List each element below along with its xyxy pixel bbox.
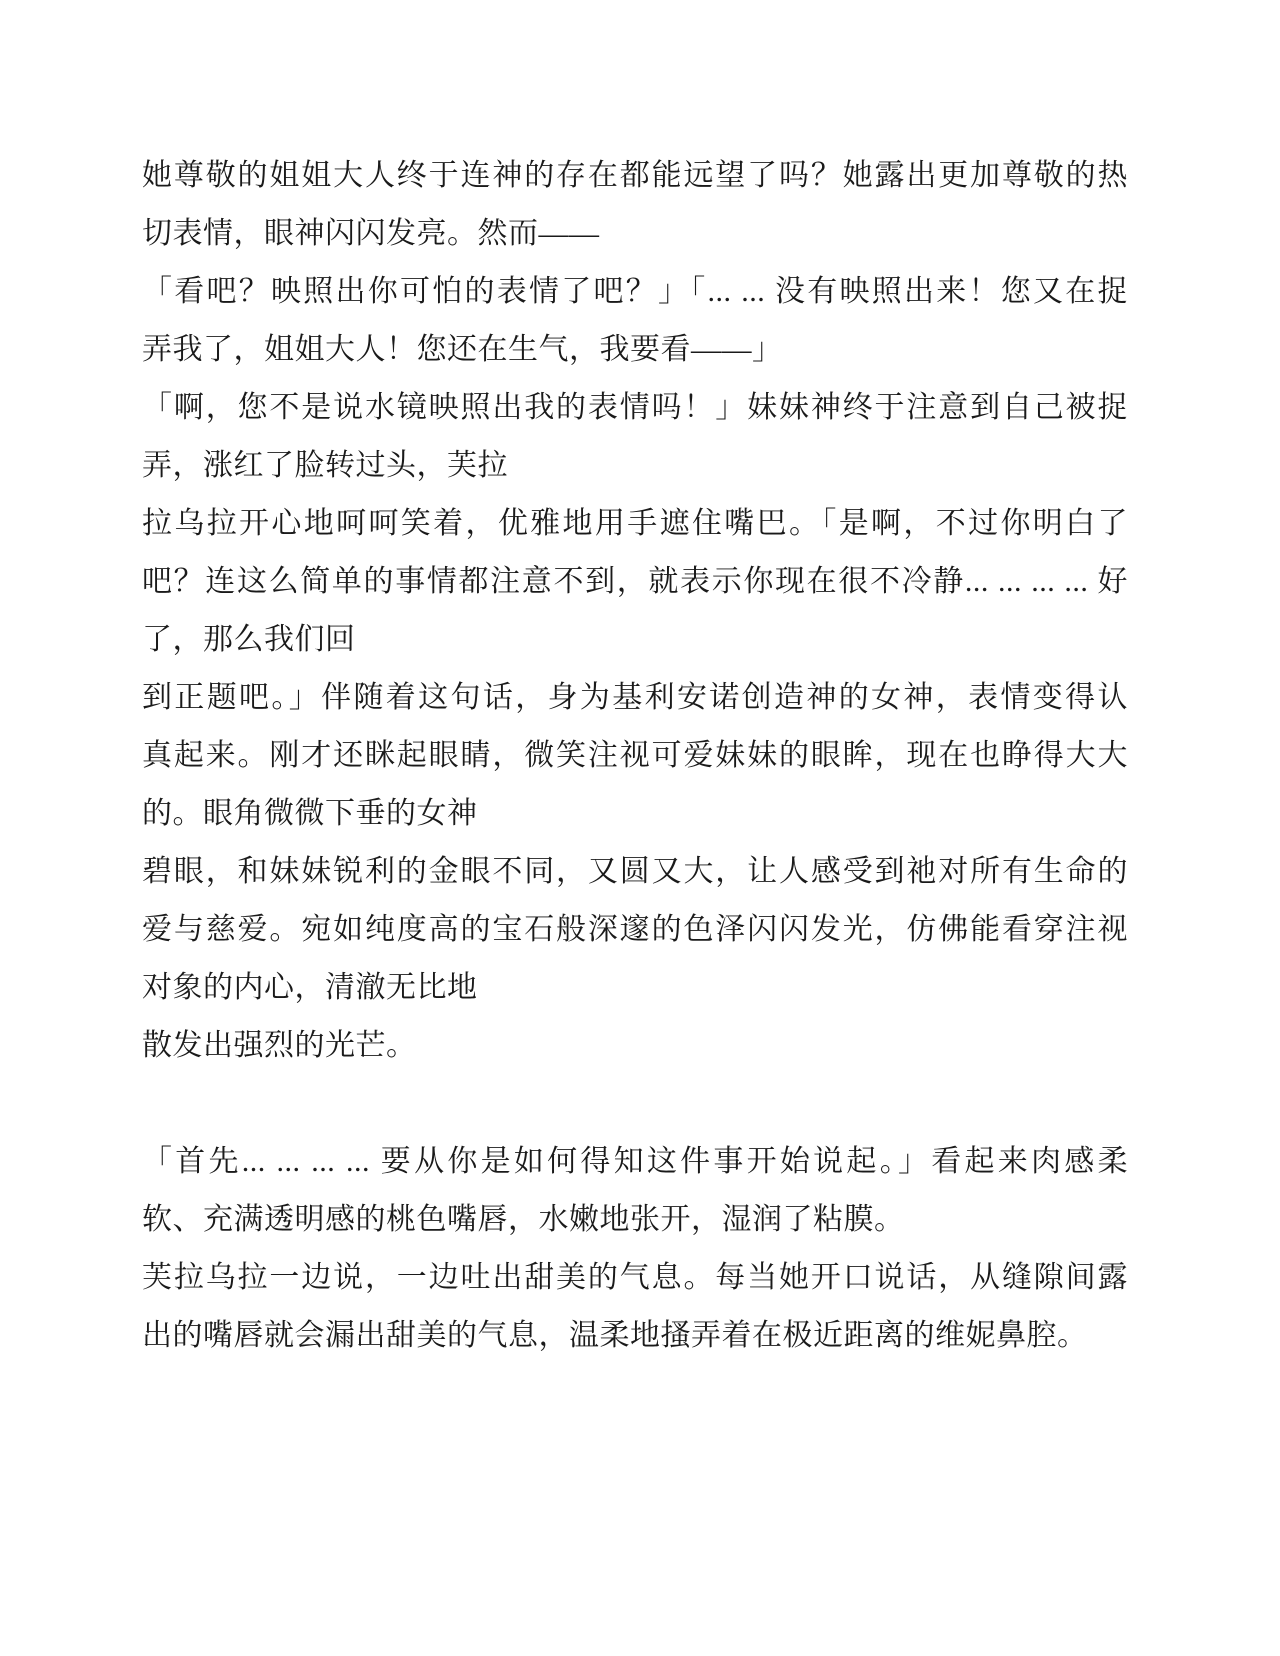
text-line: 拉乌拉开心地呵呵笑着，优雅地用手遮住嘴巴。「是啊，不过你明白了 [142, 507, 1128, 540]
text-line: 「看吧？映照出你可怕的表情了吧？」「... ... 没有映照出来！您又在捉 [142, 275, 1128, 308]
text-line: 的。眼角微微下垂的女神 [142, 797, 478, 830]
text-line: 软、充满透明感的桃色嘴唇，水嫩地张开，湿润了粘膜。 [142, 1203, 905, 1236]
text-line: 她尊敬的姐姐大人终于连神的存在都能远望了吗？她露出更加尊敬的热 [142, 159, 1128, 192]
text-line: 真起来。刚才还眯起眼睛，微笑注视可爱妹妹的眼眸，现在也睁得大大 [142, 739, 1128, 772]
text-line: 吧？连这么简单的事情都注意不到，就表示你现在很不冷静... ... ... ... 好 [142, 565, 1128, 598]
text-line: 碧眼，和妹妹锐利的金眼不同，又圆又大，让人感受到祂对所有生命的 [142, 855, 1128, 888]
paragraph [142, 147, 1128, 1075]
text-line: 弄，涨红了脸转过头，芙拉 [142, 449, 508, 482]
text-line: 了，那么我们回 [142, 623, 356, 656]
paragraph [142, 1133, 1128, 1365]
text-line: 「首先... ... ... ... 要从你是如何得知这件事开始说起。」看起来肉感柔 [142, 1145, 1128, 1178]
text-line: 「啊，您不是说水镜映照出我的表情吗！」妹妹神终于注意到自己被捉 [142, 391, 1128, 424]
text-line: 弄我了，姐姐大人！您还在生气，我要看——」 [142, 333, 783, 366]
text-line: 出的嘴唇就会漏出甜美的气息，温柔地搔弄着在极近距离的维妮鼻腔。 [142, 1319, 1088, 1352]
text-line: 爱与慈爱。宛如纯度高的宝石般深邃的色泽闪闪发光，仿佛能看穿注视 [142, 913, 1128, 946]
text-line: 芙拉乌拉一边说，一边吐出甜美的气息。每当她开口说话，从缝隙间露 [142, 1261, 1128, 1294]
text-line: 散发出强烈的光芒。 [142, 1029, 417, 1062]
text-line: 对象的内心，清澈无比地 [142, 971, 478, 1004]
text-line: 到正题吧。」伴随着这句话，身为基利安诺创造神的女神，表情变得认 [142, 681, 1128, 714]
text-line: 切表情，眼神闪闪发亮。然而—— [142, 217, 600, 250]
